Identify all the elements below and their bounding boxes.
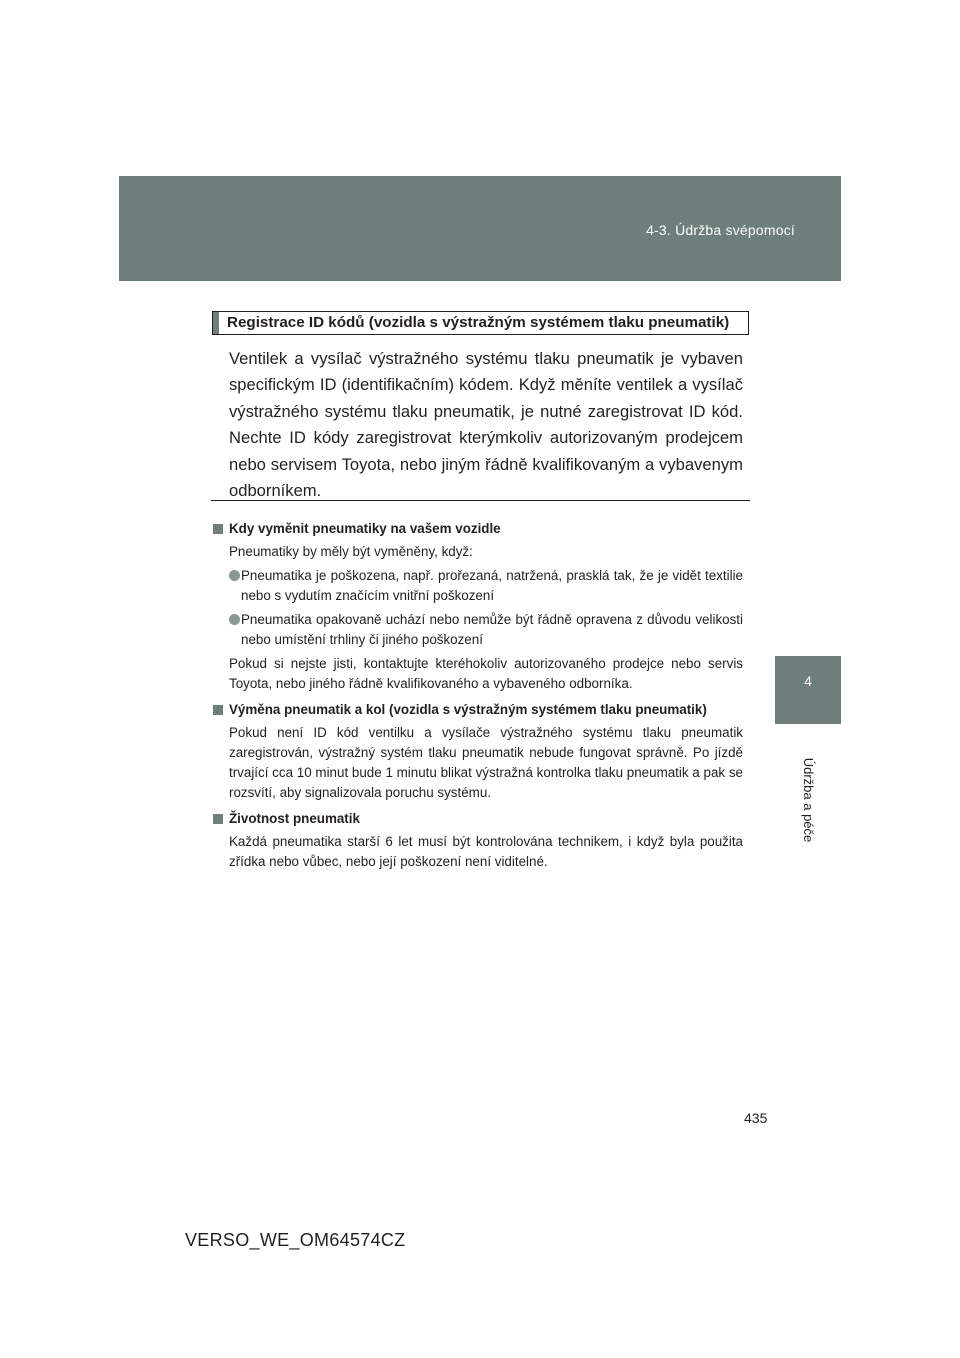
- chapter-tab: [775, 656, 841, 724]
- note-heading: [212, 809, 743, 829]
- intro-paragraph: Ventilek a vysílač výstražného systému tlaku pneumatik je vybaven specifickým ID (identifikačním) kódem. Když měníte ventilek a vysílač výstražného systému tlaku pneumatik, je nutné zaregistrovat ID kód. Nechte ID kódy zaregistrovat kterýmkoliv autorizovaným prodejcem nebo servisem Toyota, nebo jiným řádně kvalifikovaným a vybavenym odborníkem.: [229, 349, 743, 501]
- square-bullet-icon: [213, 814, 223, 824]
- circle-bullet-icon: [229, 614, 240, 625]
- note-body: Pneumatiky by měly být vyměněny, když:: [229, 544, 473, 559]
- square-bullet-icon: [213, 705, 223, 715]
- document-code: VERSO_WE_OM64574CZ: [185, 1230, 406, 1250]
- box-title: Registrace ID kódů (vozidla s výstražným systémem tlaku pneumatik): [212, 311, 749, 335]
- chapter-title: Údržba a péče: [801, 757, 816, 843]
- note-heading-text: Kdy vyměnit pneumatiky na vašem vozidle: [229, 521, 501, 536]
- note-body: Každá pneumatika starší 6 let musí být kontrolována technikem, i když byla použita zřídka nebo vůbec, nebo její poškození není viditelné.: [229, 834, 743, 869]
- chapter-number: 4: [804, 673, 812, 689]
- note-heading: [212, 700, 743, 720]
- section-title: 4-3. Údržba svépomocí: [646, 222, 795, 238]
- list-item-text: Pneumatika opakovaně uchází nebo nemůže být řádně opravena z důvodu velikosti nebo umístění trhliny či jiného poškození: [241, 612, 743, 647]
- header-band: [119, 176, 841, 281]
- list-item-text: Pneumatika je poškozena, např. prořezaná, natržená, prasklá tak, že je vidět textilie nebo s vydutím značícím vnitřní poškození: [241, 568, 743, 603]
- circle-bullet-icon: [229, 570, 240, 581]
- list-item: [212, 566, 743, 606]
- notes-section: [212, 519, 743, 872]
- section-divider: [211, 500, 750, 501]
- note-body: Pokud si nejste jisti, kontaktujte kteréhokoliv autorizovaného prodejce nebo servis Toyota, nebo jiného řádně kvalifikovaného a vybaveného odborníka.: [229, 656, 743, 691]
- note-heading-text: Výměna pneumatik a kol (vozidla s výstražným systémem tlaku pneumatik): [229, 702, 707, 717]
- note-heading-text: Životnost pneumatik: [229, 811, 360, 826]
- page-number: 435: [744, 1110, 768, 1126]
- note-body: Pokud není ID kód ventilku a vysílače výstražného systému tlaku pneumatik zaregistrován, výstražný systém tlaku pneumatik nebude fungovat správně. Po jízdě trvající cca 10 minut bude 1 minutu blikat výstražná kontrolka tlaku pneumatik a pak se rozsvítí, aby signalizovala poruchu systému.: [229, 725, 743, 800]
- note-heading: [212, 519, 743, 539]
- square-bullet-icon: [213, 524, 223, 534]
- list-item: [212, 610, 743, 650]
